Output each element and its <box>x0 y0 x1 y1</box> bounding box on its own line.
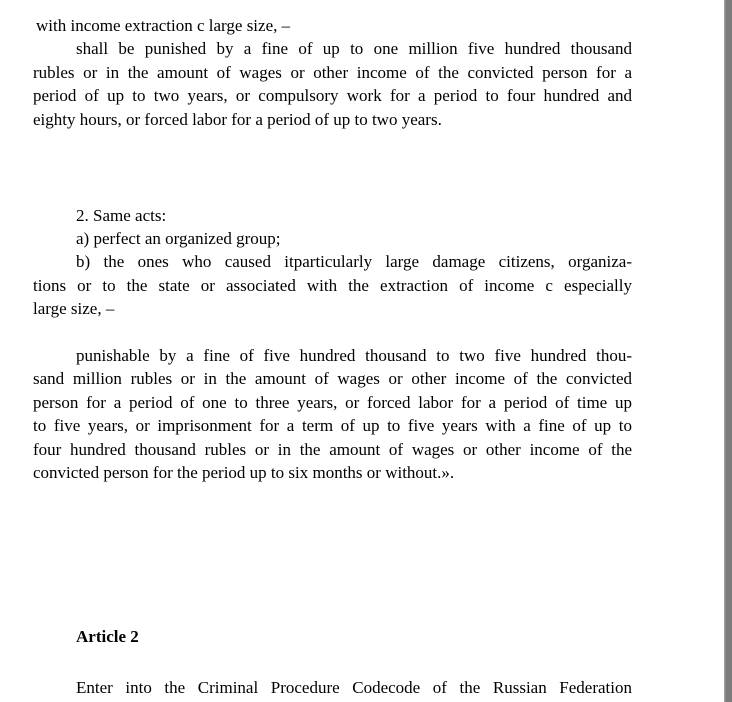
text-line: shall be punished by a fine of up to one million five hundred thousand <box>76 39 632 59</box>
text-line: period of up to two years, or compulsory work for a period to four hundred and <box>33 86 632 106</box>
text-line: Enter into the Criminal Procedure Codecode of the Russian Federation <box>76 678 632 698</box>
text-line: convicted person for the period up to six months or without.». <box>33 463 455 483</box>
text-line: 2. Same acts: <box>76 205 167 225</box>
page-right-gutter <box>724 0 732 702</box>
paragraph-part-1-sanction <box>33 37 632 131</box>
text-line: eighty hours, or forced labor for a period of up to two years. <box>33 109 442 129</box>
text-line: tions or to the state or associated with the extraction of income c especially <box>33 275 632 295</box>
paragraph-item-b <box>33 250 632 320</box>
text-line: a) perfect an organized group; <box>76 228 281 248</box>
paragraph-article-2-heading <box>33 625 632 648</box>
paragraph-part-2-sanction <box>33 344 632 484</box>
paragraph-clause-1-tail <box>33 14 632 37</box>
text-line: rubles or in the amount of wages or other income of the convicted person for a <box>33 62 632 82</box>
text-line: to five years, or imprisonment for a term of up to five years with a fine of up to <box>33 416 632 436</box>
text-line: large size, – <box>33 299 115 319</box>
paragraph-article-2-intro <box>33 676 632 699</box>
text-line: person for a period of one to three years, or forced labor for a period of time up <box>33 392 632 412</box>
document-text-column <box>33 14 632 700</box>
paragraph-part-2-heading <box>33 204 632 227</box>
paragraph-item-a <box>33 227 632 250</box>
text-line: Article 2 <box>76 626 139 646</box>
text-line: sand million rubles or in the amount of wages or other income of the convicted <box>33 369 632 389</box>
text-line: b) the ones who caused itparticularly large damage citizens, organiza- <box>76 252 632 272</box>
text-line: four hundred thousand rubles or in the amount of wages or other income of the <box>33 439 632 459</box>
text-line: punishable by a fine of five hundred thousand to two five hundred thou- <box>76 345 632 365</box>
text-line: with income extraction c large size, – <box>36 16 291 35</box>
